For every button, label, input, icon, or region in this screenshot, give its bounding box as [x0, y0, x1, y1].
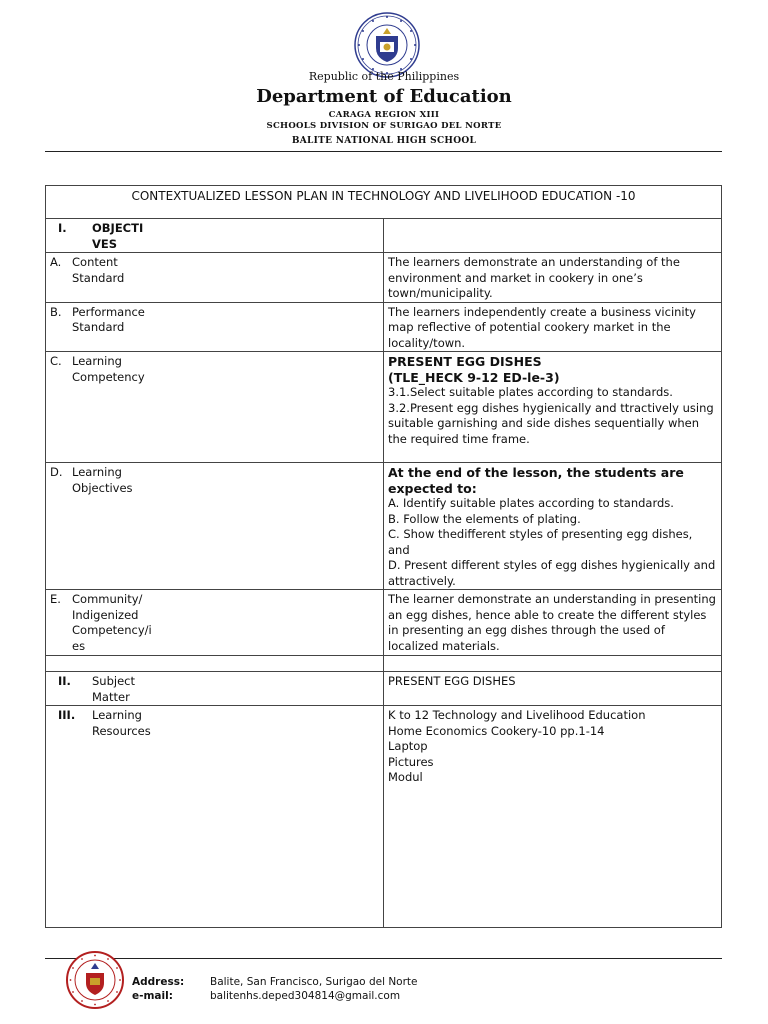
objective-item: A. Identify suitable plates according to standards. — [388, 496, 674, 510]
row-number: II. — [58, 674, 71, 688]
department-heading: Department of Education — [256, 86, 512, 107]
lesson-plan-table — [45, 185, 722, 928]
table-row — [46, 590, 722, 656]
row-label: es — [72, 638, 86, 653]
school-logo — [66, 951, 124, 1009]
row-label: Learning — [72, 465, 122, 479]
row-label: Content — [72, 255, 118, 269]
row-label: Learning — [92, 708, 142, 722]
row-number: B. — [50, 304, 62, 319]
deped-seal-logo — [354, 12, 420, 78]
table-row — [46, 302, 722, 352]
objective-item: C. Show thedifferent styles of presenting egg dishes, and — [388, 527, 693, 557]
row-number: C. — [50, 354, 62, 368]
community-text: The learner demonstrate an understanding in presenting an egg dishes, hence able to create the different styles in presenting an egg dishes through the used of localized materials. — [384, 590, 722, 656]
subject-matter-text: PRESENT EGG DISHES — [384, 672, 722, 706]
row-number: E. — [50, 592, 61, 606]
row-number: III. — [58, 708, 76, 722]
resource-item: Laptop — [388, 739, 428, 753]
competency-heading: PRESENT EGG DISHES — [388, 354, 542, 369]
objective-item: B. Follow the elements of plating. — [388, 511, 581, 526]
row-label: Standard — [72, 270, 125, 285]
table-row — [46, 352, 722, 463]
row-label: Objectives — [72, 480, 133, 495]
objectives-heading: At the end of the lesson, the students are expected to: — [388, 465, 684, 496]
competency-item: 3.2.Present egg dishes hygienically and ttractively using suitable garnishing and side dishes sequentially when the required time frame. — [388, 400, 714, 446]
resource-item: Pictures — [388, 754, 434, 769]
table-row — [46, 672, 722, 706]
table-row — [46, 219, 722, 253]
header-divider — [45, 151, 722, 152]
resource-item: K to 12 Technology and Livelihood Education — [388, 708, 646, 722]
table-row — [46, 656, 722, 672]
resource-item: Home Economics Cookery-10 pp.1-14 — [388, 723, 605, 738]
performance-standard-text: The learners independently create a business vicinity map reflective of potential cookery market in the locality/town. — [384, 302, 722, 352]
content-standard-text: The learners demonstrate an understanding of the environment and market in cookery in one’s town/municipality. — [384, 253, 722, 303]
objective-item: D. Present different styles of egg dishes hygienically and attractively. — [388, 558, 716, 588]
republic-heading: Republic of the Philippines — [308, 70, 460, 83]
plan-title: CONTEXTUALIZED LESSON PLAN IN TECHNOLOGY AND LIVELIHOOD EDUCATION -10 — [46, 186, 722, 219]
row-label: Subject — [92, 674, 135, 688]
address-value: Balite, San Francisco, Surigao del Norte — [210, 976, 418, 988]
row-label: Standard — [72, 320, 125, 334]
email-label: e-mail: — [132, 990, 173, 1002]
competency-item: 3.1.Select suitable plates according to standards. — [388, 385, 673, 399]
row-label: Competency/i — [72, 623, 152, 637]
division-heading: SCHOOLS DIVISION OF SURIGAO DEL NORTE — [266, 121, 502, 131]
school-heading: BALITE NATIONAL HIGH SCHOOL — [291, 136, 477, 146]
row-label: Matter — [92, 689, 130, 704]
address-label: Address: — [132, 976, 185, 988]
region-heading: CARAGA REGION XIII — [328, 110, 440, 120]
table-row — [46, 253, 722, 303]
table-row — [46, 706, 722, 928]
email-value: balitenhs.deped304814@gmail.com — [210, 990, 401, 1002]
competency-code: (TLE_HECK 9-12 ED-le-3) — [388, 369, 560, 385]
table-row — [46, 463, 722, 590]
row-label: Indigenized — [72, 607, 139, 622]
row-label: Community/ — [72, 592, 143, 606]
resource-item: Modul — [388, 770, 423, 784]
row-number: D. — [50, 465, 63, 479]
row-label: Learning — [72, 354, 122, 368]
row-number: A. — [50, 255, 62, 269]
row-number: I. — [58, 221, 67, 235]
row-label: Performance — [72, 304, 145, 319]
row-label: Competency — [72, 369, 145, 384]
row-label: Resources — [92, 723, 151, 738]
footer-divider — [45, 958, 722, 959]
row-label: VES — [92, 236, 118, 251]
row-label: OBJECTI — [92, 221, 144, 235]
